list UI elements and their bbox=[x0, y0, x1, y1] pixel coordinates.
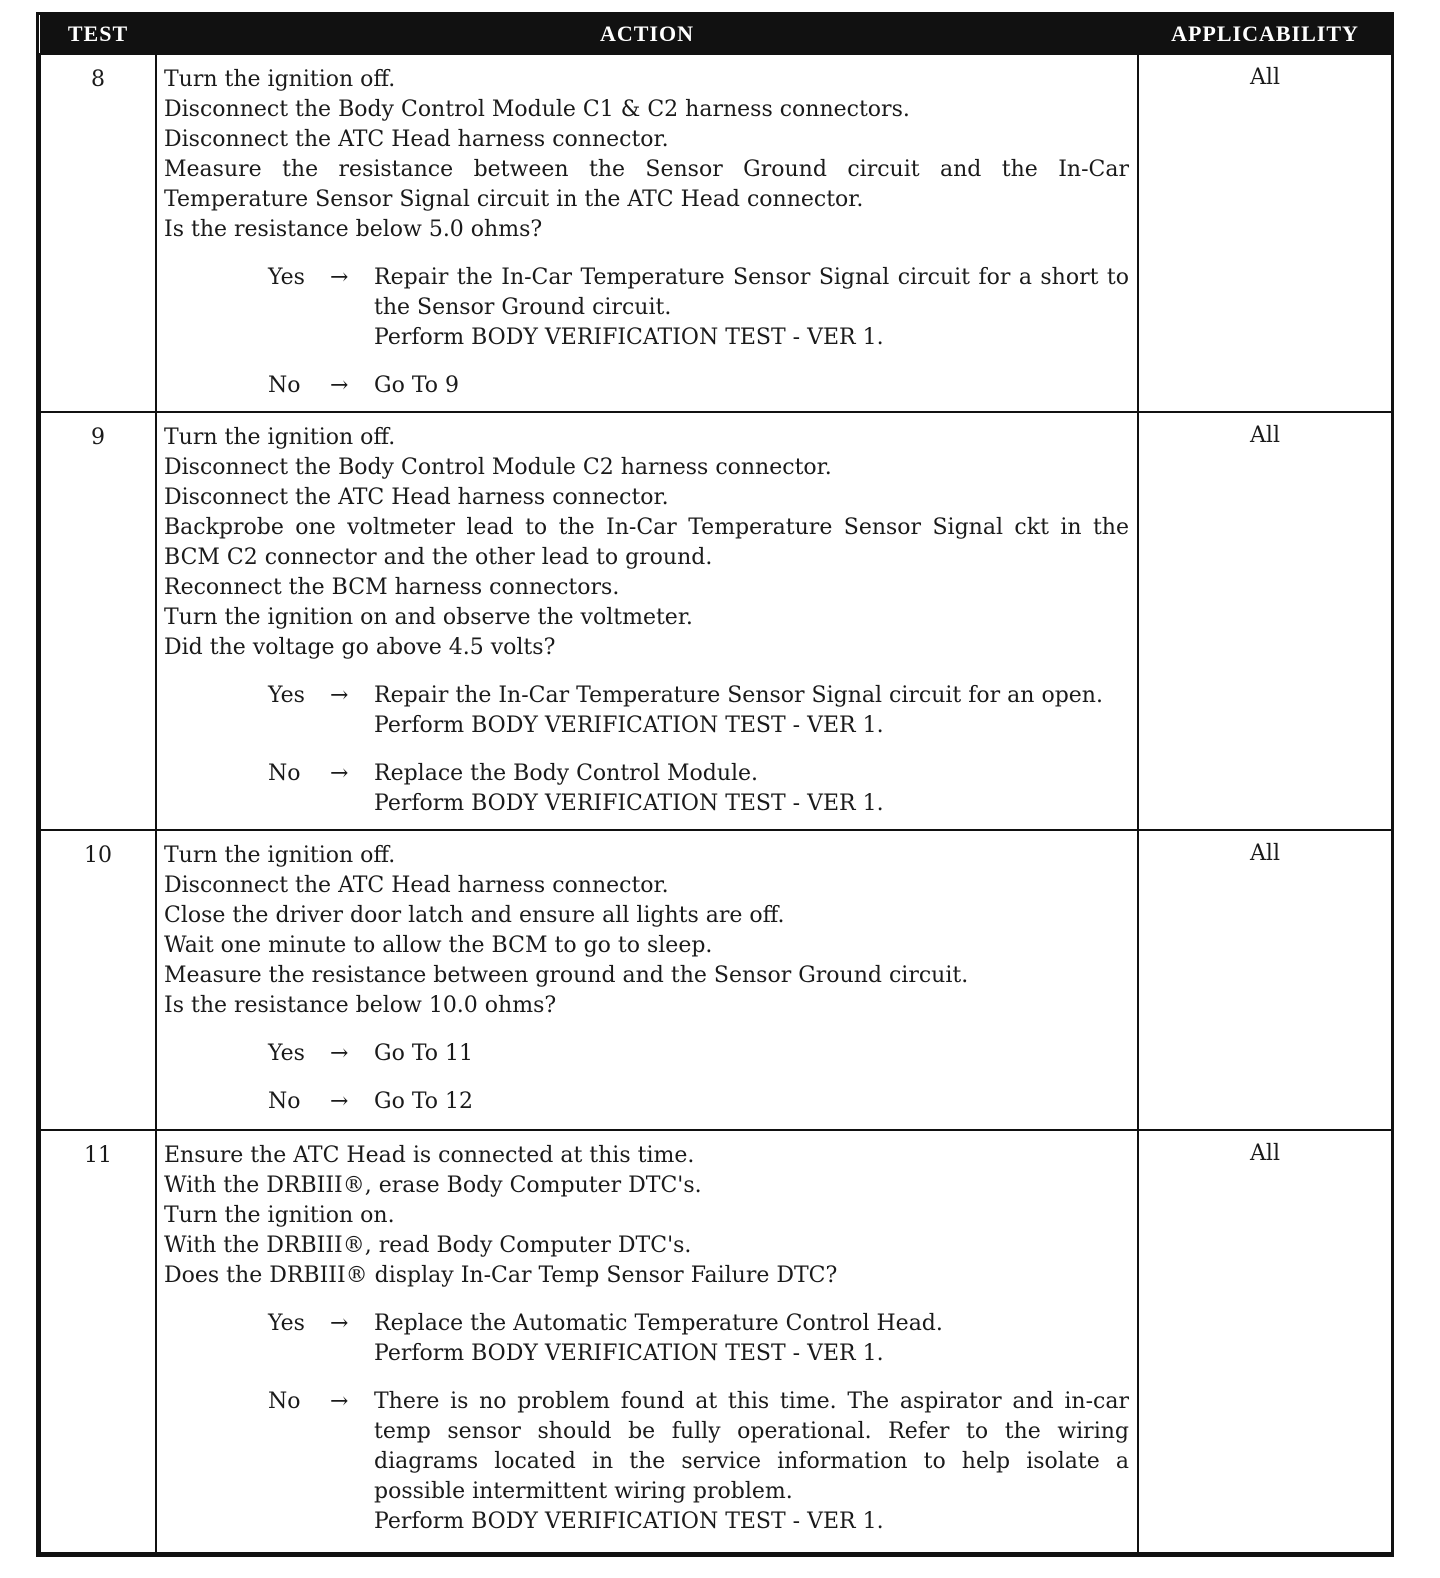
action-step: Does the DRBIII® display In-Car Temp Sensor Failure DTC? bbox=[164, 1263, 838, 1288]
test-number: 10 bbox=[40, 830, 156, 1130]
result-line: Repair the In-Car Temperature Sensor Signal circuit for an open. bbox=[374, 683, 1103, 708]
header-test: TEST bbox=[40, 15, 156, 54]
action-step: Ensure the ATC Head is connected at this time. bbox=[164, 1143, 695, 1168]
header-applicability: APPLICABILITY bbox=[1138, 15, 1392, 54]
action-steps bbox=[164, 1141, 1129, 1291]
result-label: No bbox=[268, 1089, 301, 1114]
action-cell bbox=[156, 412, 1138, 830]
arrow-right-icon: → bbox=[330, 761, 349, 786]
arrow-right-icon: → bbox=[330, 683, 349, 708]
table-row bbox=[40, 412, 1392, 830]
action-step: Did the voltage go above 4.5 volts? bbox=[164, 635, 556, 660]
result-body bbox=[374, 681, 1129, 741]
result-body bbox=[374, 1087, 1129, 1117]
result-line: Perform BODY VERIFICATION TEST - VER 1. bbox=[374, 1341, 884, 1366]
result-no bbox=[268, 371, 1129, 401]
result-line: Perform BODY VERIFICATION TEST - VER 1. bbox=[374, 1509, 884, 1534]
result-yes bbox=[268, 1309, 1129, 1369]
result-no bbox=[268, 1387, 1129, 1537]
result-yes bbox=[268, 1039, 1129, 1069]
result-body bbox=[374, 759, 1129, 819]
action-cell bbox=[156, 54, 1138, 412]
table-row bbox=[40, 830, 1392, 1130]
test-number: 8 bbox=[40, 54, 156, 412]
table-header-row bbox=[40, 15, 1392, 54]
result-line: Go To 9 bbox=[374, 373, 460, 398]
action-step: Disconnect the ATC Head harness connector. bbox=[164, 127, 669, 152]
result-body bbox=[374, 1309, 1129, 1369]
table-body bbox=[40, 54, 1392, 1553]
diagnostic-table bbox=[36, 12, 1394, 1557]
action-step: Measure the resistance between the Sensor Ground circuit and the In-Car Temperature Sensor Signal circuit in the ATC Head connector. bbox=[164, 157, 1129, 212]
arrow-right-icon: → bbox=[330, 1311, 349, 1336]
action-step: Turn the ignition on. bbox=[164, 1203, 395, 1228]
action-step: Measure the resistance between ground and the Sensor Ground circuit. bbox=[164, 963, 969, 988]
action-step: Disconnect the ATC Head harness connector. bbox=[164, 485, 669, 510]
result-line: Go To 11 bbox=[374, 1041, 474, 1066]
action-step: Disconnect the Body Control Module C1 & C2 harness connectors. bbox=[164, 97, 910, 122]
result-no bbox=[268, 1087, 1129, 1117]
header-action: ACTION bbox=[156, 15, 1138, 54]
table-row bbox=[40, 54, 1392, 412]
result-line: Perform BODY VERIFICATION TEST - VER 1. bbox=[374, 713, 884, 738]
test-action-table bbox=[39, 15, 1393, 1554]
result-line: Repair the In-Car Temperature Sensor Signal circuit for a short to the Sensor Ground circuit. bbox=[374, 265, 1129, 320]
result-yes bbox=[268, 681, 1129, 741]
action-step: With the DRBIII®, read Body Computer DTC's. bbox=[164, 1233, 692, 1258]
action-steps bbox=[164, 423, 1129, 663]
action-step: Is the resistance below 10.0 ohms? bbox=[164, 993, 557, 1018]
result-line: Perform BODY VERIFICATION TEST - VER 1. bbox=[374, 325, 884, 350]
test-number: 11 bbox=[40, 1130, 156, 1553]
result-line: Replace the Automatic Temperature Control Head. bbox=[374, 1311, 943, 1336]
result-line: There is no problem found at this time. The aspirator and in-car temp sensor should be fully operational. Refer to the wiring diagrams located in the service information to help isolate a possible intermittent wiring problem. bbox=[374, 1389, 1129, 1504]
result-line: Perform BODY VERIFICATION TEST - VER 1. bbox=[374, 791, 884, 816]
result-body bbox=[374, 263, 1129, 353]
result-body bbox=[374, 1387, 1129, 1537]
arrow-right-icon: → bbox=[330, 373, 349, 398]
action-cell bbox=[156, 1130, 1138, 1553]
result-body bbox=[374, 371, 1129, 401]
result-yes bbox=[268, 263, 1129, 353]
result-label: Yes bbox=[268, 265, 305, 290]
arrow-right-icon: → bbox=[330, 1389, 349, 1414]
arrow-right-icon: → bbox=[330, 1089, 349, 1114]
action-cell bbox=[156, 830, 1138, 1130]
result-line: Go To 12 bbox=[374, 1089, 474, 1114]
action-step: Disconnect the Body Control Module C2 harness connector. bbox=[164, 455, 832, 480]
action-steps bbox=[164, 65, 1129, 245]
arrow-right-icon: → bbox=[330, 265, 349, 290]
action-step: Turn the ignition off. bbox=[164, 843, 396, 868]
action-step: Turn the ignition off. bbox=[164, 67, 396, 92]
action-step: Turn the ignition off. bbox=[164, 425, 396, 450]
result-label: Yes bbox=[268, 1311, 305, 1336]
action-step: Backprobe one voltmeter lead to the In-Car Temperature Sensor Signal ckt in the BCM C2 connector and the other lead to ground. bbox=[164, 515, 1129, 570]
result-label: No bbox=[268, 761, 301, 786]
result-body bbox=[374, 1039, 1129, 1069]
result-no bbox=[268, 759, 1129, 819]
applicability-cell: All bbox=[1138, 412, 1392, 830]
applicability-cell: All bbox=[1138, 1130, 1392, 1553]
result-label: No bbox=[268, 1389, 301, 1414]
arrow-right-icon: → bbox=[330, 1041, 349, 1066]
action-steps bbox=[164, 841, 1129, 1021]
action-step: Reconnect the BCM harness connectors. bbox=[164, 575, 620, 600]
action-step: Is the resistance below 5.0 ohms? bbox=[164, 217, 543, 242]
action-step: Close the driver door latch and ensure all lights are off. bbox=[164, 903, 785, 928]
action-step: Disconnect the ATC Head harness connector. bbox=[164, 873, 669, 898]
result-label: No bbox=[268, 373, 301, 398]
applicability-cell: All bbox=[1138, 830, 1392, 1130]
result-line: Replace the Body Control Module. bbox=[374, 761, 759, 786]
applicability-cell: All bbox=[1138, 54, 1392, 412]
test-number: 9 bbox=[40, 412, 156, 830]
result-label: Yes bbox=[268, 1041, 305, 1066]
table-row bbox=[40, 1130, 1392, 1553]
action-step: Turn the ignition on and observe the voltmeter. bbox=[164, 605, 693, 630]
result-label: Yes bbox=[268, 683, 305, 708]
action-step: With the DRBIII®, erase Body Computer DTC's. bbox=[164, 1173, 702, 1198]
action-step: Wait one minute to allow the BCM to go to sleep. bbox=[164, 933, 713, 958]
